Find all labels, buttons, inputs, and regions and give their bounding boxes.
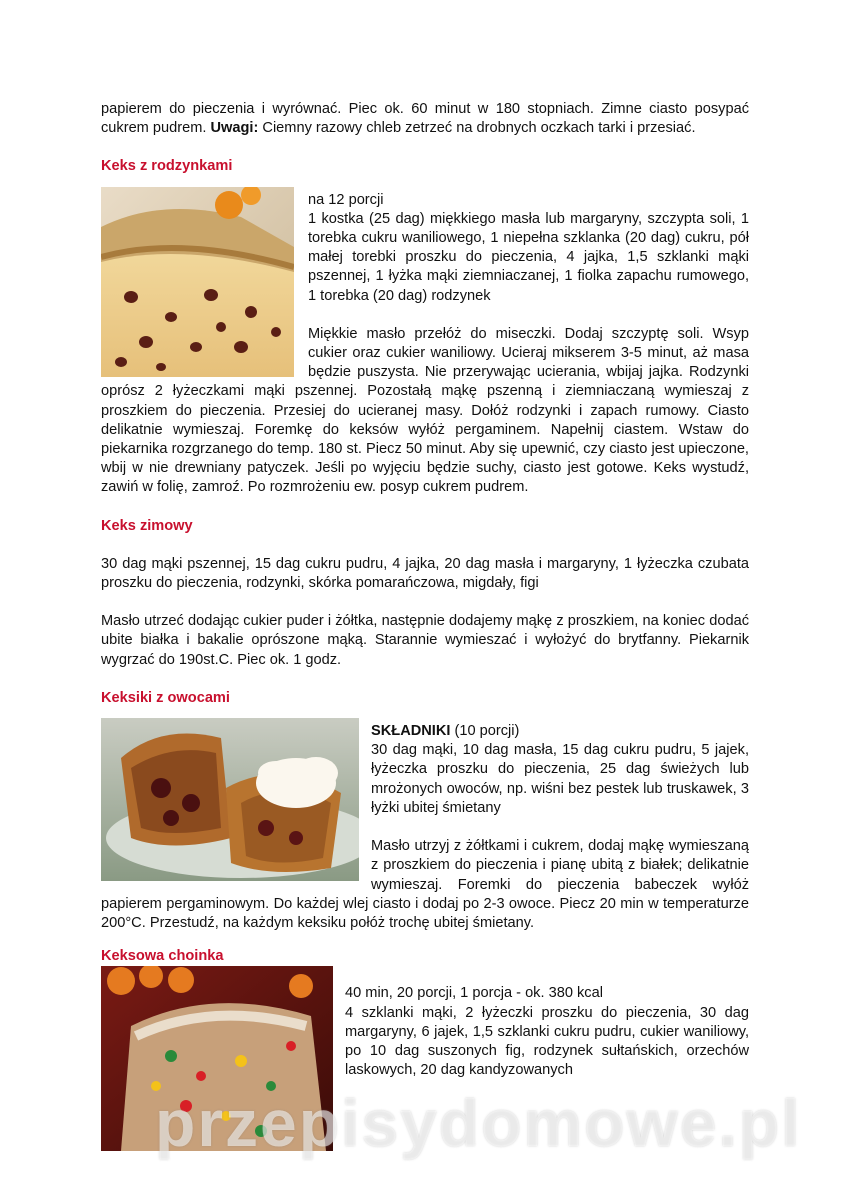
recipe-title-keksiki-z-owocami: Keksiki z owocami	[101, 689, 230, 706]
keksiki-z-owocami-method: Masło utrzyj z żółtkami i cukrem, dodaj mąkę wymieszaną z proszkiem do pieczenia i pianę ubitą z białek; delikatnie wymieszaj. Foremki do pieczenia babeczek wyłóż papierem pergaminowym. Do każdej wlej ciasto i dodaj po 2-3 owoce. Piecz 20 min w temperaturze 200°C. Przestudź, na każdym keksiku połóż trochę ubitej śmietany.	[101, 838, 749, 931]
intro-text-2: Ciemny razowy chleb zetrzeć na drobnych oczkach tarki i przesiać.	[258, 120, 696, 137]
skladniki-label: SKŁADNIKI	[371, 723, 451, 740]
document-page	[101, 100, 749, 1151]
keksiki-z-owocami-photo	[101, 718, 359, 881]
keks-z-rodzynkami-portions: na 12 porcji	[308, 191, 384, 208]
recipe-title-keks-z-rodzynkami: Keks z rodzynkami	[101, 158, 233, 175]
intro-text: papierem do pieczenia i wyrównać. Piec ok. 60 minut w 180 stopniach. Zimne ciasto posypać cukrem pudrem.	[101, 101, 749, 137]
keks-z-rodzynkami-photo	[101, 187, 294, 377]
keksowa-choinka-ingredients: 4 szklanki mąki, 2 łyżeczki proszku do pieczenia, 30 dag margaryny, 6 jajek, 1,5 szklanki cukru pudru, cukier waniliowy, po 10 dag suszonych fig, rodzynek sułtańskich, orzechów laskowych, 20 dag kandyzowanych	[345, 1004, 749, 1079]
keks-zimowy-ingredients: 30 dag mąki pszennej, 15 dag cukru pudru, 4 jajka, 20 dag masła i margaryny, 1 łyżeczka czubata proszku do pieczenia, rodzynki, skórka pomarańczowa, migdały, figi	[101, 555, 749, 592]
watermark: przepisydomowe.pl	[155, 1086, 802, 1160]
intro-paragraph	[101, 100, 749, 138]
keks-zimowy-method: Masło utrzeć dodając cukier puder i żółtka, następnie dodajemy mąkę z proszkiem, na koniec dodać ubite białka i bakalie oprószone mąką. Starannie wymieszać i wyłożyć do brytfanny. Piekarnik wygrzać do 190st.C. Piec ok. 1 godz.	[101, 613, 749, 668]
keksiki-portions: (10 porcji)	[450, 723, 520, 740]
keksowa-choinka-meta: 40 min, 20 porcji, 1 porcja - ok. 380 kcal	[345, 985, 603, 1002]
keks-z-rodzynkami-method: Miękkie masło przełóż do miseczki. Dodaj szczyptę soli. Wsyp cukier oraz cukier waniliowy. Ucieraj mikserem 3-5 minut, aż masa będzie puszysta. Nie przerywając ucierania, wbijaj jajka. Rodzynki oprósz 2 łyżeczkami mąki pszennej. Pozostałą mąkę pszenną i ziemniaczaną wymieszaj z proszkiem do pieczenia. Przesiej do ucieranej masy. Dołóż rodzynki i zapach rumowy. Ciasto delikatnie wymieszaj. Foremkę do keksów wyłóż pergaminem. Napełnij ciastem. Wstaw do piekarnika rozgrzanego do temp. 180 st. Piecz 50 minut. Aby się upewnić, czy ciasto jest upieczone, wbij w nie drewniany patyczek. Jeśli po wyjęciu będzie suchy, ciasto jest gotowe. Keks wystudź, zawiń w folię, zamroź. Po rozmrożeniu ew. posyp cukrem pudrem.	[101, 325, 749, 496]
uwagi-label: Uwagi:	[210, 120, 259, 137]
recipe-title-keksowa-choinka: Keksowa choinka	[101, 948, 224, 965]
keks-z-rodzynkami-ingredients: 1 kostka (25 dag) miękkiego masła lub margaryny, szczypta soli, 1 torebka cukru waniliowego, 1 niepełna szklanka (20 dag) cukru, pół małej torebki proszku do pieczenia, 4 jajka, 1,5 szklanki mąki pszennej, 1 łyżka mąki ziemniaczanej, 1 fiolka zapachu rumowego, 1 torebka (20 dag) rodzynek	[308, 210, 749, 304]
recipe-title-keks-zimowy: Keks zimowy	[101, 517, 193, 534]
keksiki-z-owocami-ingredients: 30 dag mąki, 10 dag masła, 15 dag cukru pudru, 5 jajek, łyżeczka proszku do pieczenia, 25 dag świeżych lub mrożonych owoców, np. wiśni bez pestek lub truskawek, 3 łyżki ubitej śmietany	[371, 742, 749, 816]
